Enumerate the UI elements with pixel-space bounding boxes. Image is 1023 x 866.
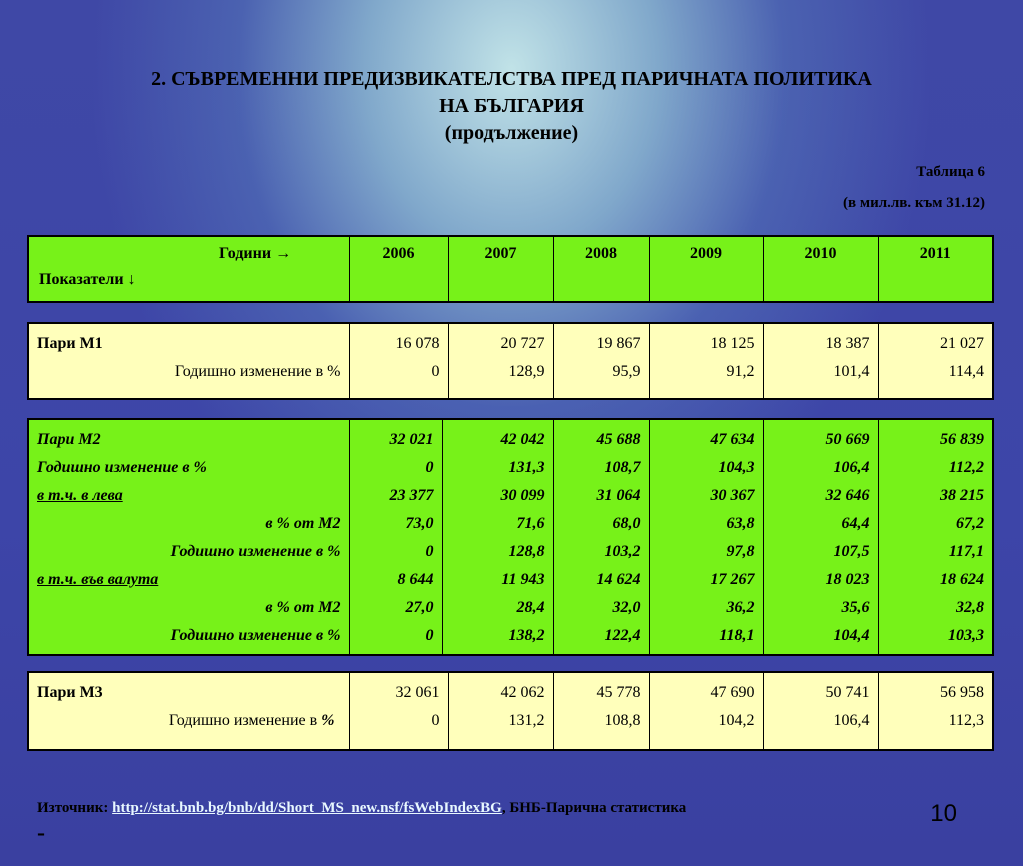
cell: 128,9 [448,358,553,399]
cell: 28,4 [442,594,553,622]
cell: 27,0 [349,594,442,622]
table-row [28,482,993,510]
cell: 112,2 [878,454,993,482]
cell: 35,6 [763,594,878,622]
cell: 103,2 [553,538,649,566]
cell: 23 377 [349,482,442,510]
table-units: (в мил.лв. към 31.12) [843,195,985,211]
indicators-label: Показатели ↓ [39,271,136,288]
table-row [28,707,993,750]
cell: 68,0 [553,510,649,538]
source-footer [37,800,686,817]
table-row [28,454,993,482]
source-label: Източник: [37,800,109,816]
cell: 32 061 [349,672,448,707]
table-header [27,235,994,303]
row-label: в т.ч. във валута [28,566,349,594]
year-header: 2011 [878,236,993,302]
years-label: Години → [219,245,292,262]
year-header: 2010 [763,236,878,302]
table-row [28,566,993,594]
cell: 97,8 [649,538,763,566]
cell: 104,3 [649,454,763,482]
title-line-1: 2. СЪВРЕМЕННИ ПРЕДИЗВИКАТЕЛСТВА ПРЕД ПАРИЧНАТА ПОЛИТИКА [151,68,872,90]
row-label: Годишно изменение в % [28,622,349,655]
table-row [28,510,993,538]
slide-title [0,66,1023,147]
cell: 131,3 [442,454,553,482]
cell: 11 943 [442,566,553,594]
cell: 18 125 [649,323,763,358]
cell: 118,1 [649,622,763,655]
year-header: 2007 [448,236,553,302]
cell: 104,4 [763,622,878,655]
cell: 103,3 [878,622,993,655]
cell: 50 669 [763,419,878,454]
cell: 63,8 [649,510,763,538]
row-label: Годишно изменение в % [28,538,349,566]
cell: 17 267 [649,566,763,594]
table-row [28,594,993,622]
cell: 0 [349,358,448,399]
cell: 20 727 [448,323,553,358]
cell: 8 644 [349,566,442,594]
title-line-2: НА БЪЛГАРИЯ [439,95,584,117]
cell: 0 [349,454,442,482]
cell: 122,4 [553,622,649,655]
cell: 42 062 [448,672,553,707]
cell: 64,4 [763,510,878,538]
cell: 18 023 [763,566,878,594]
cell: 107,5 [763,538,878,566]
page-number: 10 [930,800,957,827]
title-line-3: (продължение) [444,122,579,144]
footer-dash: - [37,820,45,846]
cell: 47 690 [649,672,763,707]
cell: 45 778 [553,672,649,707]
cell: 31 064 [553,482,649,510]
cell: 30 367 [649,482,763,510]
cell: 56 839 [878,419,993,454]
cell: 0 [349,538,442,566]
header-corner-cell [28,236,349,302]
cell: 56 958 [878,672,993,707]
cell: 36,2 [649,594,763,622]
cell: 19 867 [553,323,649,358]
table-m3 [27,671,994,751]
cell: 21 027 [878,323,993,358]
row-label-suffix: % [321,712,335,729]
cell: 0 [349,707,448,750]
table-m1 [27,322,994,400]
cell: 117,1 [878,538,993,566]
cell: 32 646 [763,482,878,510]
cell: 42 042 [442,419,553,454]
cell: 38 215 [878,482,993,510]
table-m2 [27,418,994,656]
cell: 128,8 [442,538,553,566]
cell: 32,8 [878,594,993,622]
cell: 131,2 [448,707,553,750]
cell: 18 387 [763,323,878,358]
cell: 95,9 [553,358,649,399]
row-label: Пари М1 [28,323,349,358]
cell: 30 099 [442,482,553,510]
source-suffix: , БНБ-Парична статистика [501,800,687,816]
cell: 91,2 [649,358,763,399]
cell: 45 688 [553,419,649,454]
cell: 101,4 [763,358,878,399]
cell: 106,4 [763,707,878,750]
table-row [28,358,993,399]
cell: 108,8 [553,707,649,750]
cell: 50 741 [763,672,878,707]
year-header: 2009 [649,236,763,302]
cell: 14 624 [553,566,649,594]
cell: 32,0 [553,594,649,622]
source-link[interactable]: http://stat.bnb.bg/bnb/dd/Short_MS_new.nsf/fsWebIndexBG [112,800,502,816]
cell: 0 [349,622,442,655]
cell: 106,4 [763,454,878,482]
year-header: 2008 [553,236,649,302]
table-caption [843,157,985,219]
cell: 112,3 [878,707,993,750]
row-label: в т.ч. в лева [28,482,349,510]
table-row [28,622,993,655]
cell: 108,7 [553,454,649,482]
row-label [28,707,349,750]
row-label-text: Годишно изменение в [168,712,318,729]
row-label: Пари М2 [28,419,349,454]
row-label: в % от М2 [28,510,349,538]
cell: 47 634 [649,419,763,454]
cell: 16 078 [349,323,448,358]
cell: 18 624 [878,566,993,594]
row-label: в % от М2 [28,594,349,622]
cell: 73,0 [349,510,442,538]
table-row [28,323,993,358]
table-row [28,419,993,454]
cell: 32 021 [349,419,442,454]
table-row [28,672,993,707]
cell: 67,2 [878,510,993,538]
row-label: Годишно изменение в % [28,454,349,482]
year-header: 2006 [349,236,448,302]
cell: 71,6 [442,510,553,538]
cell: 104,2 [649,707,763,750]
cell: 138,2 [442,622,553,655]
cell: 114,4 [878,358,993,399]
row-label: Годишно изменение в % [28,358,349,399]
row-label: Пари М3 [28,672,349,707]
table-row [28,538,993,566]
table-number: Таблица 6 [916,164,985,180]
